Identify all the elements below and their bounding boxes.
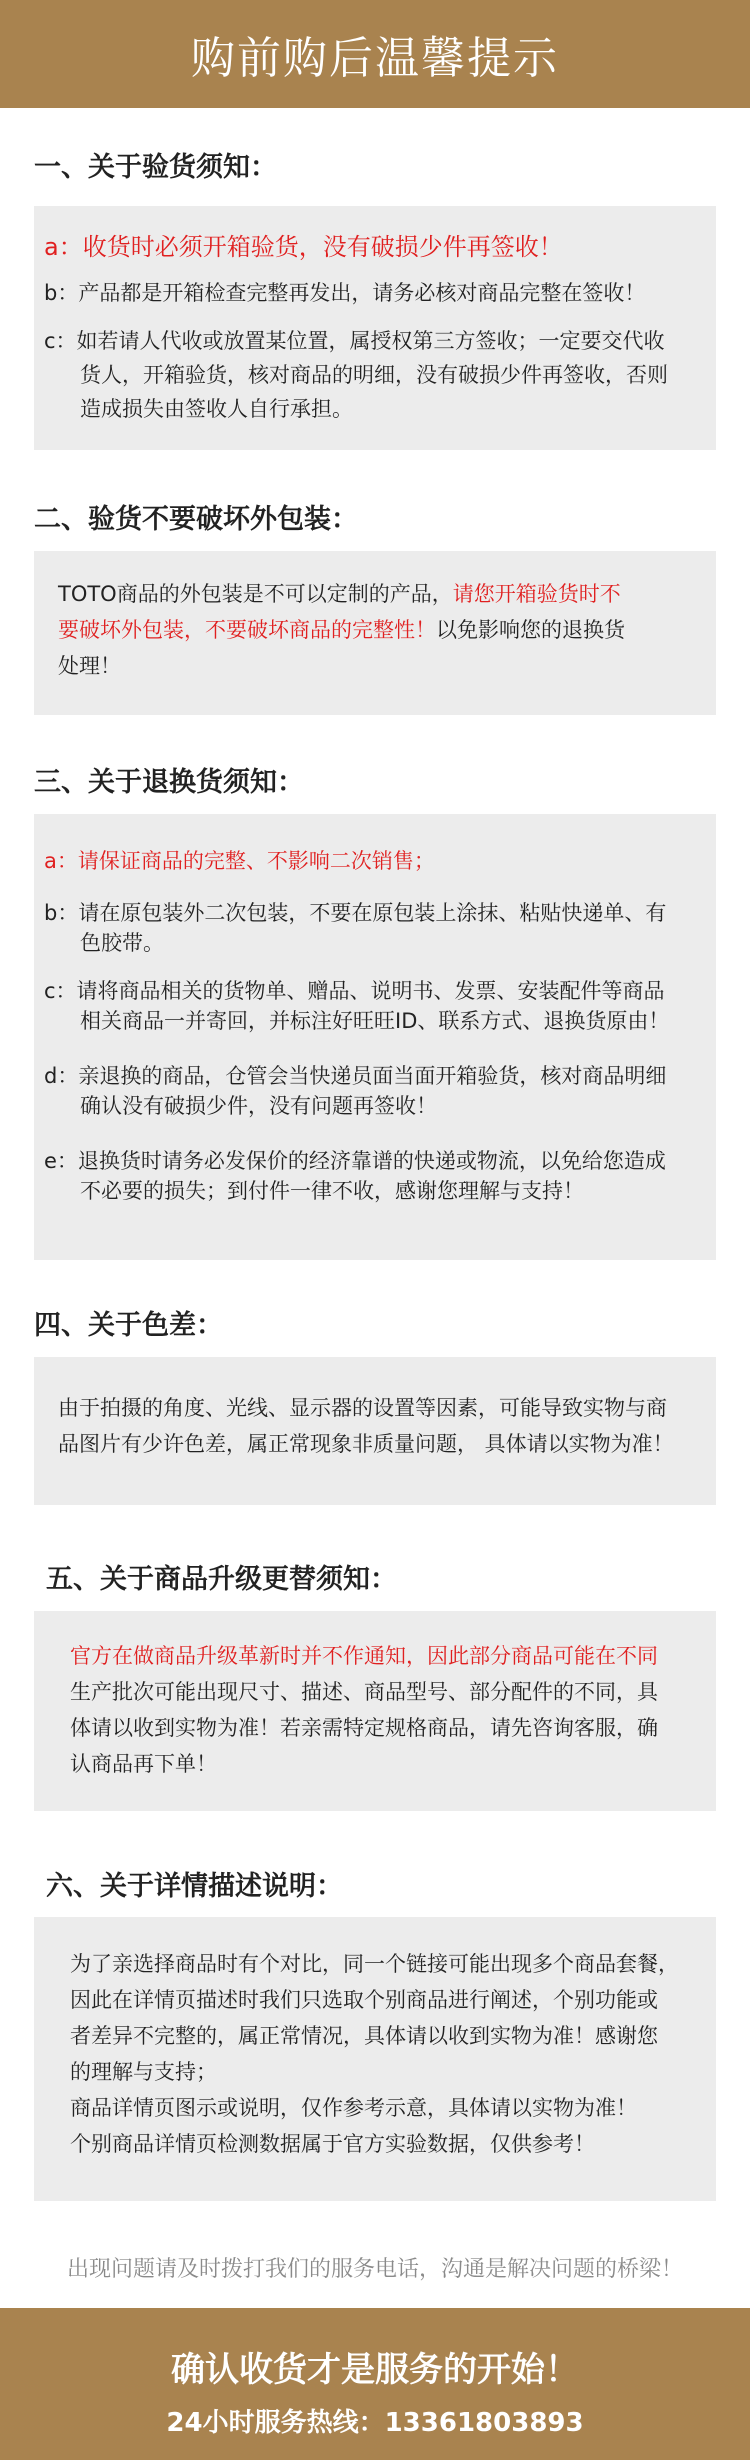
inspection-line-c3: 造成损失由签收人自行承担。 xyxy=(80,397,353,421)
section-title-color: 四、关于色差： xyxy=(34,1310,223,1341)
returns-line-b2: 色胶带。 xyxy=(80,931,164,955)
packaging-line-2 xyxy=(58,613,625,647)
returns-line-c1: c：请将商品相关的货物单、赠品、说明书、发票、安装配件等商品 xyxy=(44,979,665,1003)
upgrade-line-2: 生产批次可能出现尺寸、描述、商品型号、部分配件的不同，具 xyxy=(70,1680,658,1704)
section-box-color xyxy=(34,1357,716,1505)
packaging-line-1 xyxy=(58,577,621,611)
returns-line-a: a：请保证商品的完整、不影响二次销售； xyxy=(44,849,435,873)
color-line-1: 由于拍摄的角度、光线、显示器的设置等因素，可能导致实物与商 xyxy=(58,1396,667,1420)
color-line-2: 品图片有少许色差，属正常现象非质量问题， 具体请以实物为准！ xyxy=(58,1432,674,1456)
page-title: 购前购后温馨提示 xyxy=(191,33,559,84)
bottom-banner xyxy=(0,2308,750,2460)
details-line-5: 商品详情页图示或说明，仅作参考示意，具体请以实物为准！ xyxy=(70,2096,637,2120)
returns-line-e1: e：退换货时请务必发保价的经济靠谱的快递或物流，以免给您造成 xyxy=(44,1149,666,1173)
packaging-line-3: 处理！ xyxy=(58,654,121,678)
section-box-inspection xyxy=(34,206,716,450)
returns-line-d2: 确认没有破损少件，没有问题再签收！ xyxy=(80,1094,437,1118)
packaging-line-2-black: 以免影响您的退换货 xyxy=(436,618,625,642)
section-box-upgrade xyxy=(34,1611,716,1811)
inspection-line-b: b：产品都是开箱检查完整再发出，请务必核对商品完整在签收！ xyxy=(44,281,646,305)
section-title-upgrade: 五、关于商品升级更替须知： xyxy=(46,1564,397,1595)
details-line-3: 者差异不完整的，属正常情况，具体请以收到实物为准！感谢您 xyxy=(70,2024,658,2048)
details-line-4: 的理解与支持； xyxy=(70,2060,217,2084)
section-box-returns xyxy=(34,814,716,1260)
section-title-inspection: 一、关于验货须知： xyxy=(34,152,277,183)
upgrade-line-3: 体请以收到实物为准！若亲需特定规格商品，请先咨询客服，确 xyxy=(70,1716,658,1740)
inspection-line-c1: c：如若请人代收或放置某位置，属授权第三方签收；一定要交代收 xyxy=(44,329,665,353)
footer-note: 出现问题请及时拨打我们的服务电话，沟通是解决问题的桥梁！ xyxy=(66,2257,683,2282)
packaging-line-1-red: 请您开箱验货时不 xyxy=(452,582,621,606)
upgrade-line-1: 官方在做商品升级革新时并不作通知，因此部分商品可能在不同 xyxy=(70,1644,658,1668)
returns-line-d1: d：亲退换的商品，仓管会当快递员面当面开箱验货，核对商品明细 xyxy=(44,1064,667,1088)
inspection-line-c2: 货人，开箱验货，核对商品的明细，没有破损少件再签收，否则 xyxy=(80,363,668,387)
returns-line-c2: 相关商品一并寄回，并标注好旺旺ID、联系方式、退换货原由！ xyxy=(80,1009,670,1033)
page-title-banner xyxy=(0,0,750,108)
details-line-1: 为了亲选择商品时有个对比，同一个链接可能出现多个商品套餐， xyxy=(70,1952,679,1976)
section-title-details: 六、关于详情描述说明： xyxy=(46,1871,343,1902)
packaging-line-1-black: TOTO商品的外包装是不可以定制的产品， xyxy=(58,582,453,606)
section-title-packaging: 二、验货不要破坏外包装： xyxy=(34,504,358,535)
upgrade-line-4: 认商品再下单！ xyxy=(70,1752,217,1776)
returns-line-e2: 不必要的损失；到付件一律不收，感谢您理解与支持！ xyxy=(80,1179,584,1203)
bottom-slogan: 确认收货才是服务的开始！ xyxy=(171,2350,579,2390)
inspection-line-a: a：收货时必须开箱验货，没有破损少件再签收！ xyxy=(44,233,563,261)
section-title-returns: 三、关于退换货须知： xyxy=(34,767,304,798)
service-hotline: 24小时服务热线：13361803893 xyxy=(166,2408,584,2438)
returns-line-b1: b：请在原包装外二次包装，不要在原包装上涂抹、粘贴快递单、有 xyxy=(44,901,667,925)
details-line-6: 个别商品详情页检测数据属于官方实验数据，仅供参考！ xyxy=(70,2132,595,2156)
details-line-2: 因此在详情页描述时我们只选取个别商品进行阐述，个别功能或 xyxy=(70,1988,658,2012)
packaging-line-2-red: 要破坏外包装，不要破坏商品的完整性！ xyxy=(58,618,436,642)
section-box-details xyxy=(34,1917,716,2201)
section-box-packaging xyxy=(34,551,716,715)
